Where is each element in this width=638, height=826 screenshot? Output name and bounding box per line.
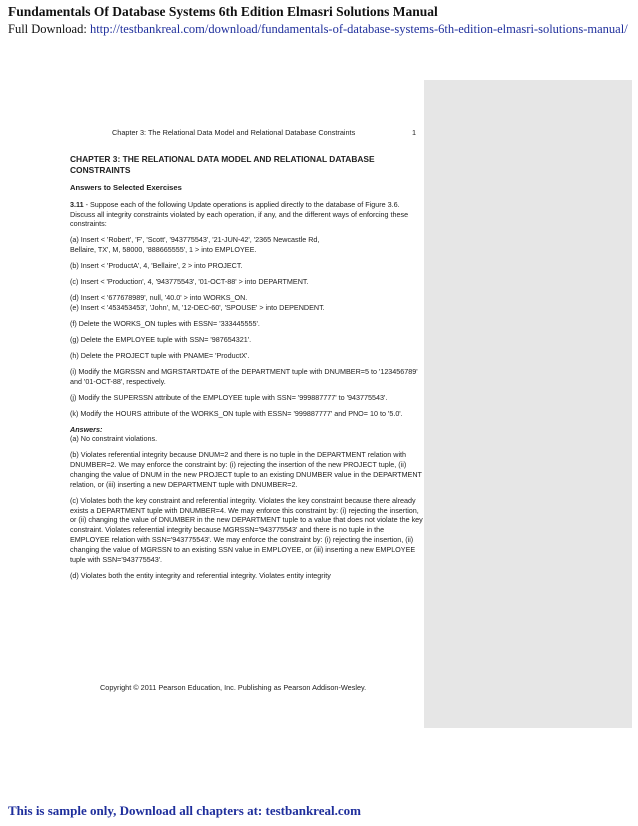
chapter-title: CHAPTER 3: THE RELATIONAL DATA MODEL AND RELATIONAL DATABASE CONSTRAINTS: [70, 154, 375, 175]
operation-i: (i) Modify the MGRSSN and MGRSTARTDATE of the DEPARTMENT tuple with DNUMBER=5 to '123456789' and '01-OCT-88', respectively.: [70, 366, 418, 386]
operation-a-line-1: (a) Insert < 'Robert', 'F', 'Scott', '943775543', '21-JUN-42', '2365 Newcastle Rd,: [70, 235, 320, 245]
answer-a: (a) No constraint violations.: [70, 434, 158, 444]
operation-d-e: [70, 293, 424, 313]
page-content: [70, 154, 424, 587]
operation-e: (e) Insert < '453453453', 'John', M, '12-DEC-60', 'SPOUSE' > into DEPENDENT.: [70, 302, 325, 312]
operation-a-line-2: Bellaire, TX', M, 58000, '888665555', 1 > into EMPLOYEE.: [70, 245, 257, 255]
operation-a: [70, 235, 424, 255]
running-header: Chapter 3: The Relational Data Model and Relational Database Constraints: [112, 128, 356, 137]
download-link[interactable]: http://testbankreal.com/download/fundamentals-of-database-systems-6th-edition-elmasri-solutions-manual/: [89, 22, 628, 36]
footer-download-note: This is sample only, Download all chapters at: testbankreal.com: [8, 803, 361, 818]
operation-b: (b) Insert < 'ProductA', 4, 'Bellaire', 2 > into PROJECT.: [70, 261, 243, 271]
section-heading: Answers to Selected Exercises: [70, 183, 182, 192]
comment-margin: [424, 80, 632, 728]
download-label: Full Download:: [8, 22, 90, 36]
operation-k: (k) Modify the HOURS attribute of the WORKS_ON tuple with ESSN= '999887777' and PNO= 10 to '5.0'.: [70, 408, 403, 418]
banner-title: Fundamentals Of Database Systems 6th Edition Elmasri Solutions Manual: [8, 4, 438, 19]
answer-c: (c) Violates both the key constraint and referential integrity. Violates the key constraint because there already exists a DEPARTMENT tuple with DNUMBER=4. We may enforce this constraint by: (i) rejecting the insertion, or (ii) changing the value of DNUMBER in the new DEPARTMENT tuple to a value that does not violate the key constraint. Violates referential integrity because MGRSSN='943775543' and there is no tuple in the EMPLOYEE relation with SSN='943775543'. We may enforce the constraint by: (i) rejecting the insertion, (ii) changing the value of MGRSSN to an existing SSN value in EMPLOYEE, or (iii) inserting a new EMPLOYEE tuple with SSN='943775543'.: [70, 495, 423, 564]
answer-b: (b) Violates referential integrity because DNUM=2 and there is no tuple in the DEPARTMENT relation with DNUMBER=2. We may enforce the constraint by: (i) rejecting the insertion of the new PROJECT tuple, (ii) changing the value of DNUM in the new PROJECT tuple to an existing DNUMBER value in the DEPARTMENT relation, or (iii) inserting a new DEPARTMENT tuple with DNUMBER=2.: [70, 450, 422, 489]
operation-c: (c) Insert < 'Production', 4, '943775543', '01-OCT-88' > into DEPARTMENT.: [70, 277, 309, 287]
operation-j: (j) Modify the SUPERSSN attribute of the EMPLOYEE tuple with SSN= '999887777' to '943775543'.: [70, 392, 388, 402]
operation-h: (h) Delete the PROJECT tuple with PNAME= 'ProductX'.: [70, 350, 250, 360]
answers-block: [70, 425, 424, 445]
operation-g: (g) Delete the EMPLOYEE tuple with SSN= '987654321'.: [70, 334, 252, 344]
exercise-intro: [70, 200, 424, 229]
full-download-line: [8, 22, 628, 37]
page-number: 1: [412, 128, 417, 137]
answers-label: Answers:: [70, 424, 103, 434]
exercise-text: - Suppose each of the following Update operations is applied directly to the database of Figure 3.6. Discuss all integrity constraints violated by each operation, if any, and the different ways of enforcing these constraints:: [70, 199, 409, 229]
answer-d: (d) Violates both the entity integrity and referential integrity. Violates entity integrity: [70, 570, 331, 580]
operation-f: (f) Delete the WORKS_ON tuples with ESSN= '333445555'.: [70, 318, 260, 328]
exercise-number: 3.11: [70, 199, 84, 209]
operation-d: (d) Insert < '677678989', null, '40.0' > into WORKS_ON.: [70, 293, 248, 303]
copyright-notice: Copyright © 2011 Pearson Education, Inc. Publishing as Pearson Addison-Wesley.: [100, 683, 367, 692]
